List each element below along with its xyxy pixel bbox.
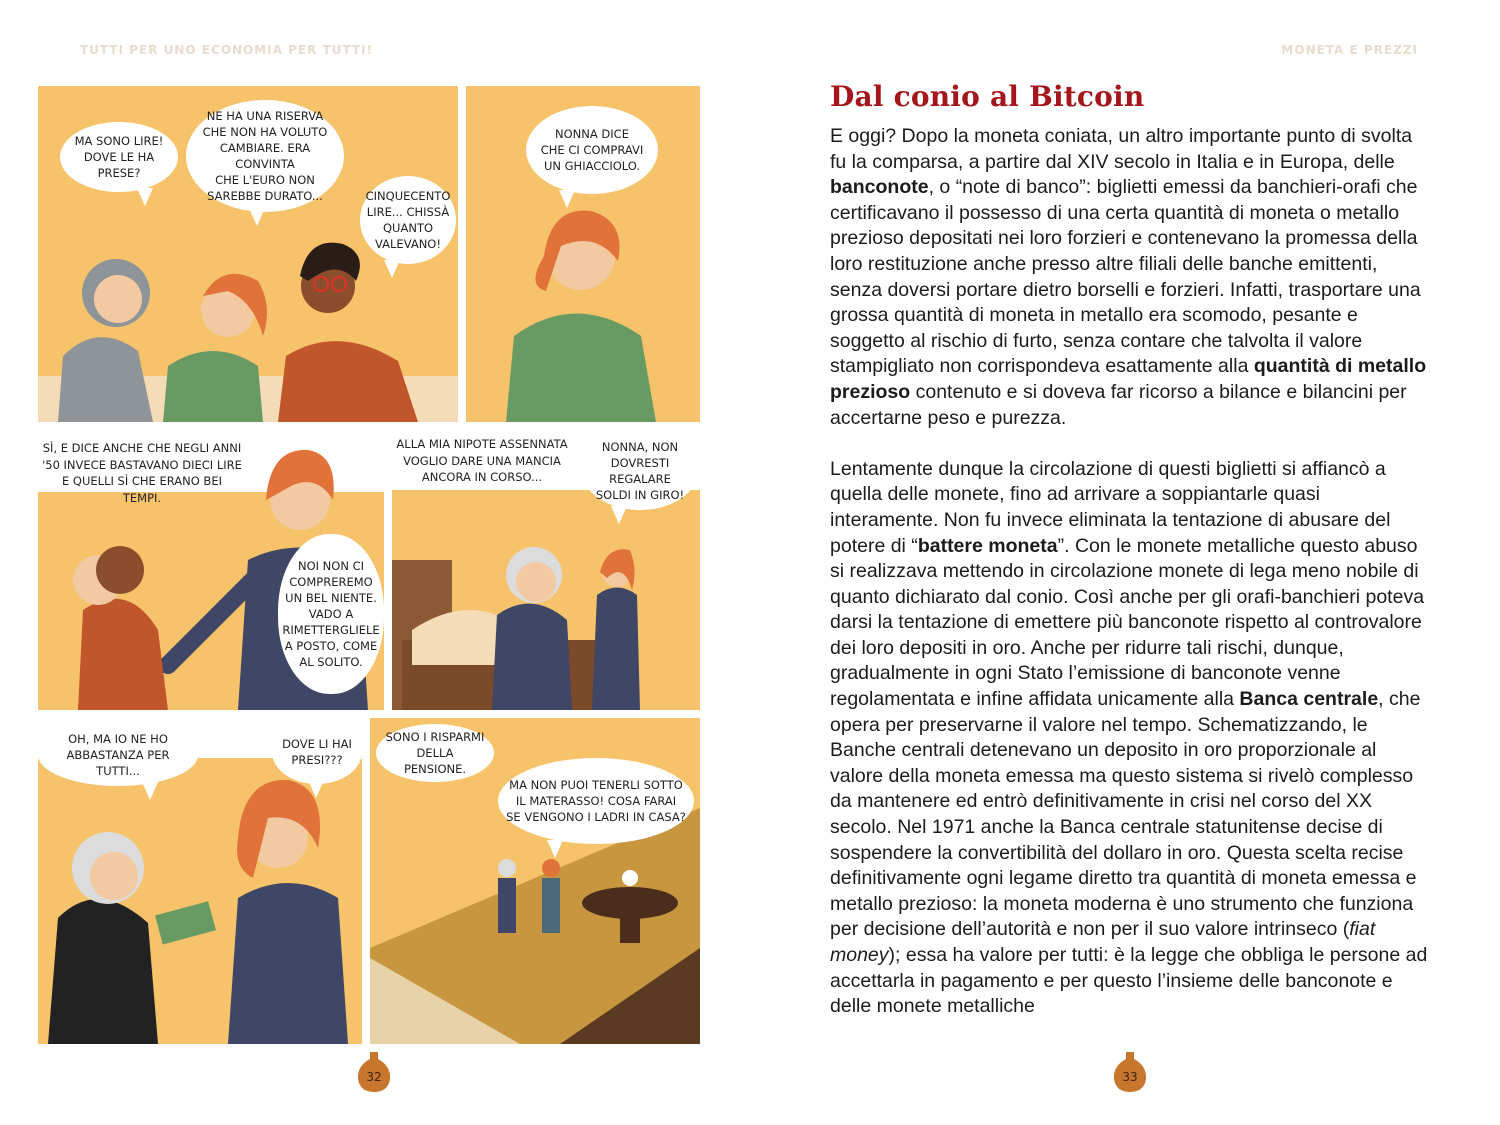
- speech-bubble: SONO I RISPARMI DELLA PENSIONE.: [376, 724, 494, 782]
- bold-term: Banca centrale: [1239, 688, 1379, 711]
- paragraph-text: ”. Con le monete metalliche questo abuso si realizzava mettendo in circolazione monete di lega meno nobile di quanto dichiarato dal conio. Così anche per gli orafi-banchieri poteva darsi la tentazione di emettere più banconote rispetto al controvalore dei loro depositi in oro. Anche per ridurre tali rischi, dunque, gradualmente in ogni Stato l’emissione di banconote venne regolamentata e infine affidata unicamente alla: [830, 534, 1425, 711]
- comic-panel-2: [466, 86, 700, 422]
- paragraph: [830, 124, 1430, 431]
- caption-text: ALLA MIA NIPOTE ASSENNATA VOGLIO DARE UNA MANCIA ANCORA IN CORSO...: [396, 437, 568, 485]
- bold-term: quantità di metallo prezioso: [830, 355, 1427, 403]
- comic-panel-5: [38, 718, 362, 1044]
- speech-bubble: OH, MA IO NE HO ABBASTANZA PER TUTTI...: [38, 724, 198, 786]
- comic-panel-6: [370, 718, 700, 1044]
- comic-panel-1: [38, 86, 458, 422]
- speech-bubble: NONNA, NON DOVRESTI REGALARE SOLDI IN GIRO!: [582, 432, 698, 510]
- running-header-left: TUTTI PER UNO ECONOMIA PER TUTTI!: [80, 43, 374, 57]
- speech-bubble: CINQUECENTO LIRE... CHISSÀ QUANTO VALEVANO!: [360, 176, 456, 264]
- paragraph-text: E oggi? Dopo la moneta coniata, un altro importante punto di svolta fu la comparsa, a partire dal XIV secolo in Italia e in Europa, delle: [830, 125, 1413, 173]
- speech-bubble: MA SONO LIRE! DOVE LE HA PRESE?: [60, 122, 178, 192]
- speech-bubble: NE HA UNA RISERVA CHE NON HA VOLUTO CAMBIARE. ERA CONVINTA CHE L'EURO NON SAREBBE DURATO...: [186, 100, 344, 212]
- bold-term: banconote: [830, 176, 929, 199]
- running-header-right: MONETA E PREZZI: [1281, 43, 1418, 57]
- italic-term: fiat money: [830, 918, 1376, 966]
- paragraph-text: , o “note di banco”: biglietti emessi da banchieri-orafi che certificavano il possesso di una certa quantità di moneta o metallo prezioso depositati nei loro forzieri e contenevano la promessa della loro restituzione anche presso altre filiali delle banche emittenti, senza doversi portare dietro borselli e forzieri. Infatti, trasportare una grossa quantità di moneta in metallo era scomodo, pesante e soggetto al rischio di furto, senza contare che talvolta il valore stampigliato non corrispondeva esattamente alla: [830, 176, 1421, 378]
- paragraph-text: ); essa ha valore per tutti: è la legge che obbliga le persone ad accettarla in pagamento e per questo l’insieme delle banconote e delle monete metalliche: [830, 944, 1428, 1018]
- bold-term: battere moneta: [917, 534, 1058, 557]
- paragraph-text: contenuto e si doveva far ricorso a bilance e bilancini per accertarne peso e purezza.: [830, 380, 1407, 429]
- comic-panel-4: [392, 430, 700, 710]
- comic-strip: [38, 86, 700, 1044]
- page-number-text: 32: [366, 1070, 382, 1084]
- speech-bubble: DOVE LI HAI PRESI???: [272, 720, 362, 784]
- page-number-left: [354, 1048, 394, 1094]
- paragraph-text: Lentamente dunque la circolazione di questi biglietti si affiancò a quella delle monete, fino ad arrivare a soppiantarle quasi interamente. Non fu invece eliminata la tentazione di abusare del potere di “: [830, 457, 1391, 557]
- speech-bubble: NOI NON CI COMPREREMO UN BEL NIENTE. VADO A RIMETTERGLIELE A POSTO, COME AL SOLITO.: [278, 534, 384, 694]
- speech-bubble: MA NON PUOI TENERLI SOTTO IL MATERASSO! COSA FARAI SE VENGONO I LADRI IN CASA?: [498, 758, 694, 844]
- comic-panel-3: [38, 430, 384, 710]
- speech-bubble: NONNA DICE CHE CI COMPRAVI UN GHIACCIOLO.: [526, 106, 658, 194]
- caption-text: SÌ, E DICE ANCHE CHE NEGLI ANNI '50 INVECE BASTAVANO DIECI LIRE E QUELLI SÌ CHE ERANO BEI TEMPI.: [42, 441, 242, 506]
- paragraph-text: , che opera per preservarne il valore nel tempo. Schematizzando, le Banche centrali detenevano un deposito in oro proporzionale al valore della moneta emessa ma questo sistema si rivelò complesso da mantenere ed entrò definitivamente in crisi nel corso del XX secolo. Nel 1971 anche la Banca centrale statunitense decise di sospendere la convertibilità del dollaro in oro. Questa scelta recise definitivamente ogni legame diretto tra quantità di moneta emessa e metallo prezioso: la moneta moderna è uno strumento che funziona per decisione dell’autorità e non per il suo valore intrinseco (: [830, 688, 1421, 941]
- article-body: [830, 124, 1430, 1045]
- page-number-right: [1110, 1048, 1150, 1094]
- paragraph: [830, 457, 1430, 1020]
- page-number-text: 33: [1122, 1070, 1138, 1084]
- article-heading: Dal conio al Bitcoin: [830, 80, 1145, 113]
